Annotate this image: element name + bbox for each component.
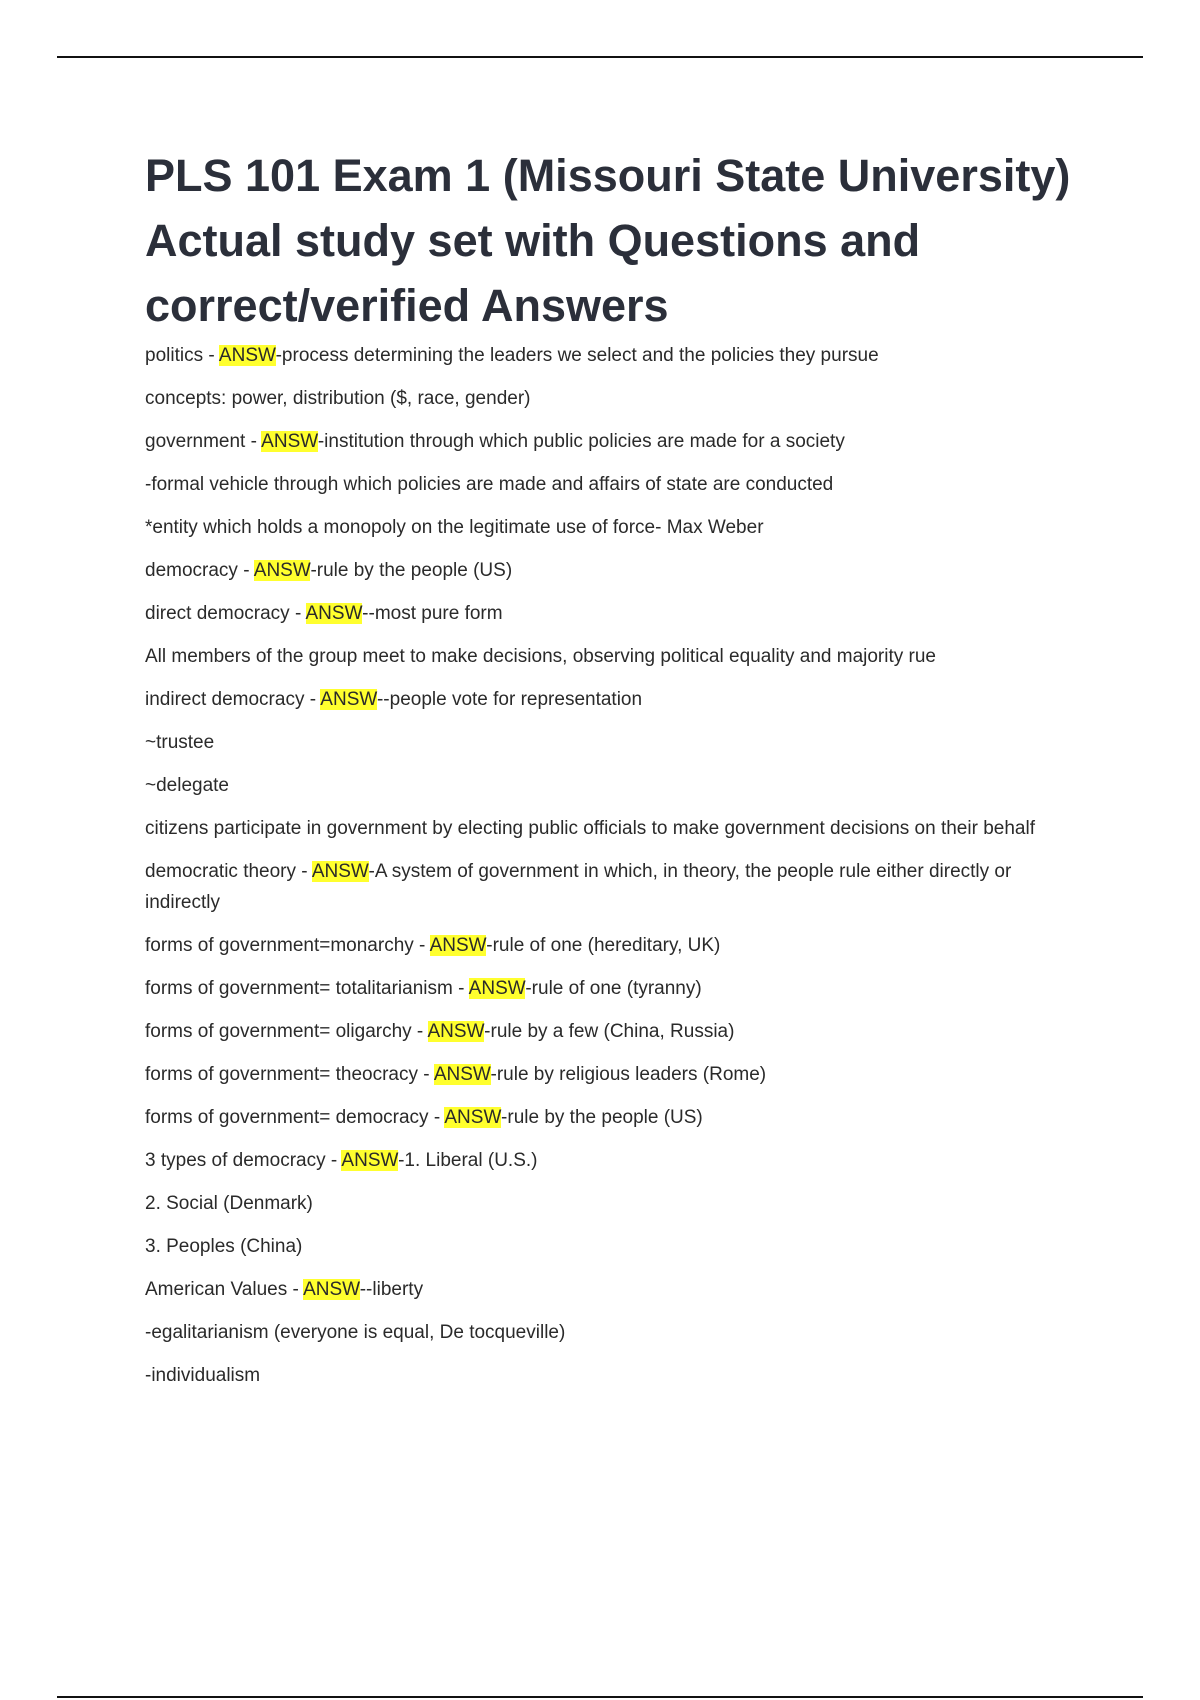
line-answer: -rule of one (hereditary, UK) (486, 935, 721, 956)
answer-marker: ANSW (341, 1150, 399, 1171)
answer-marker: ANSW (253, 560, 311, 581)
line-text: forms of government=monarchy - (145, 935, 430, 956)
line-text: direct democracy - (145, 603, 306, 624)
line-text: ~trustee (145, 732, 215, 753)
line-answer: -1. Liberal (U.S.) (398, 1150, 538, 1171)
answer-marker: ANSW (261, 431, 318, 452)
line-text: politics - (145, 345, 219, 366)
line-answer: --people vote for representation (376, 689, 643, 710)
line-text: forms of government= theocracy - (145, 1064, 434, 1085)
qa-line (145, 426, 1085, 469)
answer-marker: ANSW (429, 935, 487, 956)
qa-line (145, 512, 1085, 555)
line-text: *entity which holds a monopoly on the legitimate use of force- Max Weber (145, 517, 764, 538)
line-text: ~delegate (145, 775, 229, 796)
qa-line (145, 383, 1085, 426)
qa-line (145, 1016, 1085, 1059)
line-answer: --liberty (359, 1279, 424, 1300)
answer-marker: ANSW (303, 1279, 360, 1300)
qa-line (145, 641, 1085, 684)
qa-line (145, 469, 1085, 512)
line-text: -egalitarianism (everyone is equal, De tocqueville) (145, 1322, 566, 1343)
line-text: -formal vehicle through which policies are made and affairs of state are conducted (145, 474, 834, 495)
line-answer: --most pure form (362, 603, 503, 624)
qa-line (145, 1231, 1085, 1274)
line-text: citizens participate in government by electing public officials to make government decisions on their behalf (145, 818, 1035, 839)
bottom-rule (57, 1696, 1143, 1698)
answer-marker: ANSW (468, 978, 526, 999)
qa-line (145, 973, 1085, 1016)
qa-line (145, 598, 1085, 641)
line-text: forms of government= totalitarianism - (145, 978, 469, 999)
document-title: PLS 101 Exam 1 (Missouri State University) Actual study set with Questions and correct/verified Answers (145, 150, 1071, 331)
line-text: government - (145, 431, 262, 452)
line-text: forms of government= oligarchy - (145, 1021, 428, 1042)
document-body (145, 143, 1085, 1403)
answer-marker: ANSW (444, 1107, 502, 1128)
line-text: All members of the group meet to make decisions, observing political equality and majority rue (145, 646, 936, 667)
line-answer: -rule by the people (US) (310, 560, 513, 581)
answer-marker: ANSW (218, 345, 276, 366)
answer-marker: ANSW (311, 861, 369, 882)
line-answer: -rule of one (tyranny) (525, 978, 702, 999)
qa-line (145, 1059, 1085, 1102)
line-text: democratic theory - (145, 861, 312, 882)
qa-line (145, 770, 1085, 813)
answer-marker: ANSW (427, 1021, 485, 1042)
line-text: 3 types of democracy - (145, 1150, 342, 1171)
qa-line (145, 1188, 1085, 1231)
qa-line (145, 1274, 1085, 1317)
top-rule (57, 56, 1143, 58)
line-answer: -A system of government in which, in theory, the people rule either directly or indirectly (145, 861, 1012, 913)
line-text: 2. Social (Denmark) (145, 1193, 313, 1214)
line-answer: -institution through which public policies are made for a society (317, 431, 845, 452)
qa-line (145, 340, 1085, 383)
qa-line (145, 684, 1085, 727)
qa-line (145, 813, 1085, 856)
qa-line (145, 555, 1085, 598)
line-text: concepts: power, distribution ($, race, gender) (145, 388, 531, 409)
line-answer: -rule by a few (China, Russia) (484, 1021, 735, 1042)
line-text: forms of government= democracy - (145, 1107, 445, 1128)
answer-marker: ANSW (433, 1064, 491, 1085)
line-text: -individualism (145, 1365, 261, 1386)
line-answer: -rule by religious leaders (Rome) (490, 1064, 767, 1085)
line-answer: -rule by the people (US) (501, 1107, 703, 1128)
line-text: indirect democracy - (145, 689, 321, 710)
qa-line (145, 856, 1085, 930)
qa-line (145, 1317, 1085, 1360)
line-text: democracy - (145, 560, 254, 581)
qa-list (145, 340, 1085, 1403)
answer-marker: ANSW (305, 603, 363, 624)
line-answer: -process determining the leaders we select and the policies they pursue (275, 345, 879, 366)
qa-line (145, 1102, 1085, 1145)
qa-line (145, 727, 1085, 770)
line-text: American Values - (145, 1279, 304, 1300)
qa-line (145, 930, 1085, 973)
qa-line (145, 1360, 1085, 1403)
qa-line (145, 1145, 1085, 1188)
answer-marker: ANSW (320, 689, 377, 710)
line-text: 3. Peoples (China) (145, 1236, 303, 1257)
